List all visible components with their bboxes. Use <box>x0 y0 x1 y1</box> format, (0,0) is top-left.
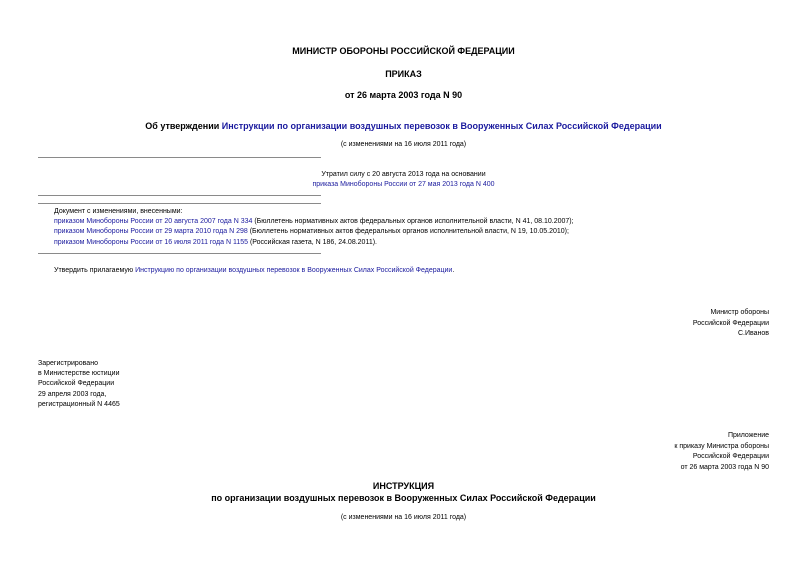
doc-date-number: от 26 марта 2003 года N 90 <box>344 90 463 100</box>
divider <box>38 157 321 158</box>
appendix-line: к приказу Министра обороны <box>674 443 769 450</box>
title-instruction-link[interactable]: Инструкции по организации воздушных перевозок в Вооруженных Силах Российской Федерации <box>221 121 662 131</box>
changes-note: (с изменениями на 16 июля 2011 года) <box>340 141 467 148</box>
amendment-link[interactable]: приказом Минобороны России от 20 августа 2007 года N 334 <box>54 218 253 225</box>
registration-line: в Министерстве юстиции <box>38 370 120 377</box>
amendment-link[interactable]: приказом Минобороны России от 16 июля 2011 года N 1155 <box>54 239 249 246</box>
divider <box>38 203 321 204</box>
amendment-source: (Бюллетень нормативных актов федеральных органов исполнительной власти, N 19, 10.05.2010); <box>247 228 569 235</box>
title-prefix: Об утверждении <box>145 121 222 131</box>
instruction-subtitle: по организации воздушных перевозок в Вооруженных Силах Российской Федерации <box>211 493 596 503</box>
amendment-source: (Российская газета, N 186, 24.08.2011). <box>248 239 377 246</box>
document-title <box>0 120 807 132</box>
expired-order-link[interactable]: приказа Минобороны России от 27 мая 2013 года N 400 <box>312 181 495 188</box>
divider <box>38 253 321 254</box>
doc-type-heading: ПРИКАЗ <box>385 69 422 79</box>
divider <box>38 195 321 196</box>
amendment-link[interactable]: приказом Минобороны России от 29 марта 2010 года N 298 <box>54 228 248 235</box>
appendix-date: от 26 марта 2003 года N 90 <box>680 464 769 471</box>
approve-suffix: . <box>452 267 455 274</box>
signature-country: Российской Федерации <box>692 320 769 327</box>
appendix-label: Приложение <box>727 432 769 439</box>
approve-instruction-link[interactable]: Инструкцию по организации воздушных перевозок в Вооруженных Силах Российской Федерации <box>135 267 453 274</box>
instruction-title: ИНСТРУКЦИЯ <box>372 481 435 491</box>
amendments-heading: Документ с изменениями, внесенными: <box>54 208 183 215</box>
amendment-source: (Бюллетень нормативных актов федеральных органов исполнительной власти, N 41, 08.10.2007); <box>252 218 574 225</box>
expired-line: Утратил силу с 20 августа 2013 года на основании <box>321 171 486 178</box>
ministry-heading: МИНИСТР ОБОРОНЫ РОССИЙСКОЙ ФЕДЕРАЦИИ <box>292 46 515 56</box>
signature-position: Министр обороны <box>710 309 769 316</box>
registration-line: Зарегистрировано <box>38 360 98 367</box>
registration-line: 29 апреля 2003 года, <box>38 391 107 398</box>
approve-prefix: Утвердить прилагаемую <box>54 267 136 274</box>
appendix-line: Российской Федерации <box>692 453 769 460</box>
amendment-item <box>54 226 569 237</box>
approve-paragraph <box>54 265 454 276</box>
registration-line: Российской Федерации <box>38 380 115 387</box>
registration-number: регистрационный N 4465 <box>38 401 120 408</box>
instruction-changes-note: (с изменениями на 16 июля 2011 года) <box>340 514 467 521</box>
amendment-item <box>54 237 377 248</box>
signature-name: С.Иванов <box>737 330 769 337</box>
